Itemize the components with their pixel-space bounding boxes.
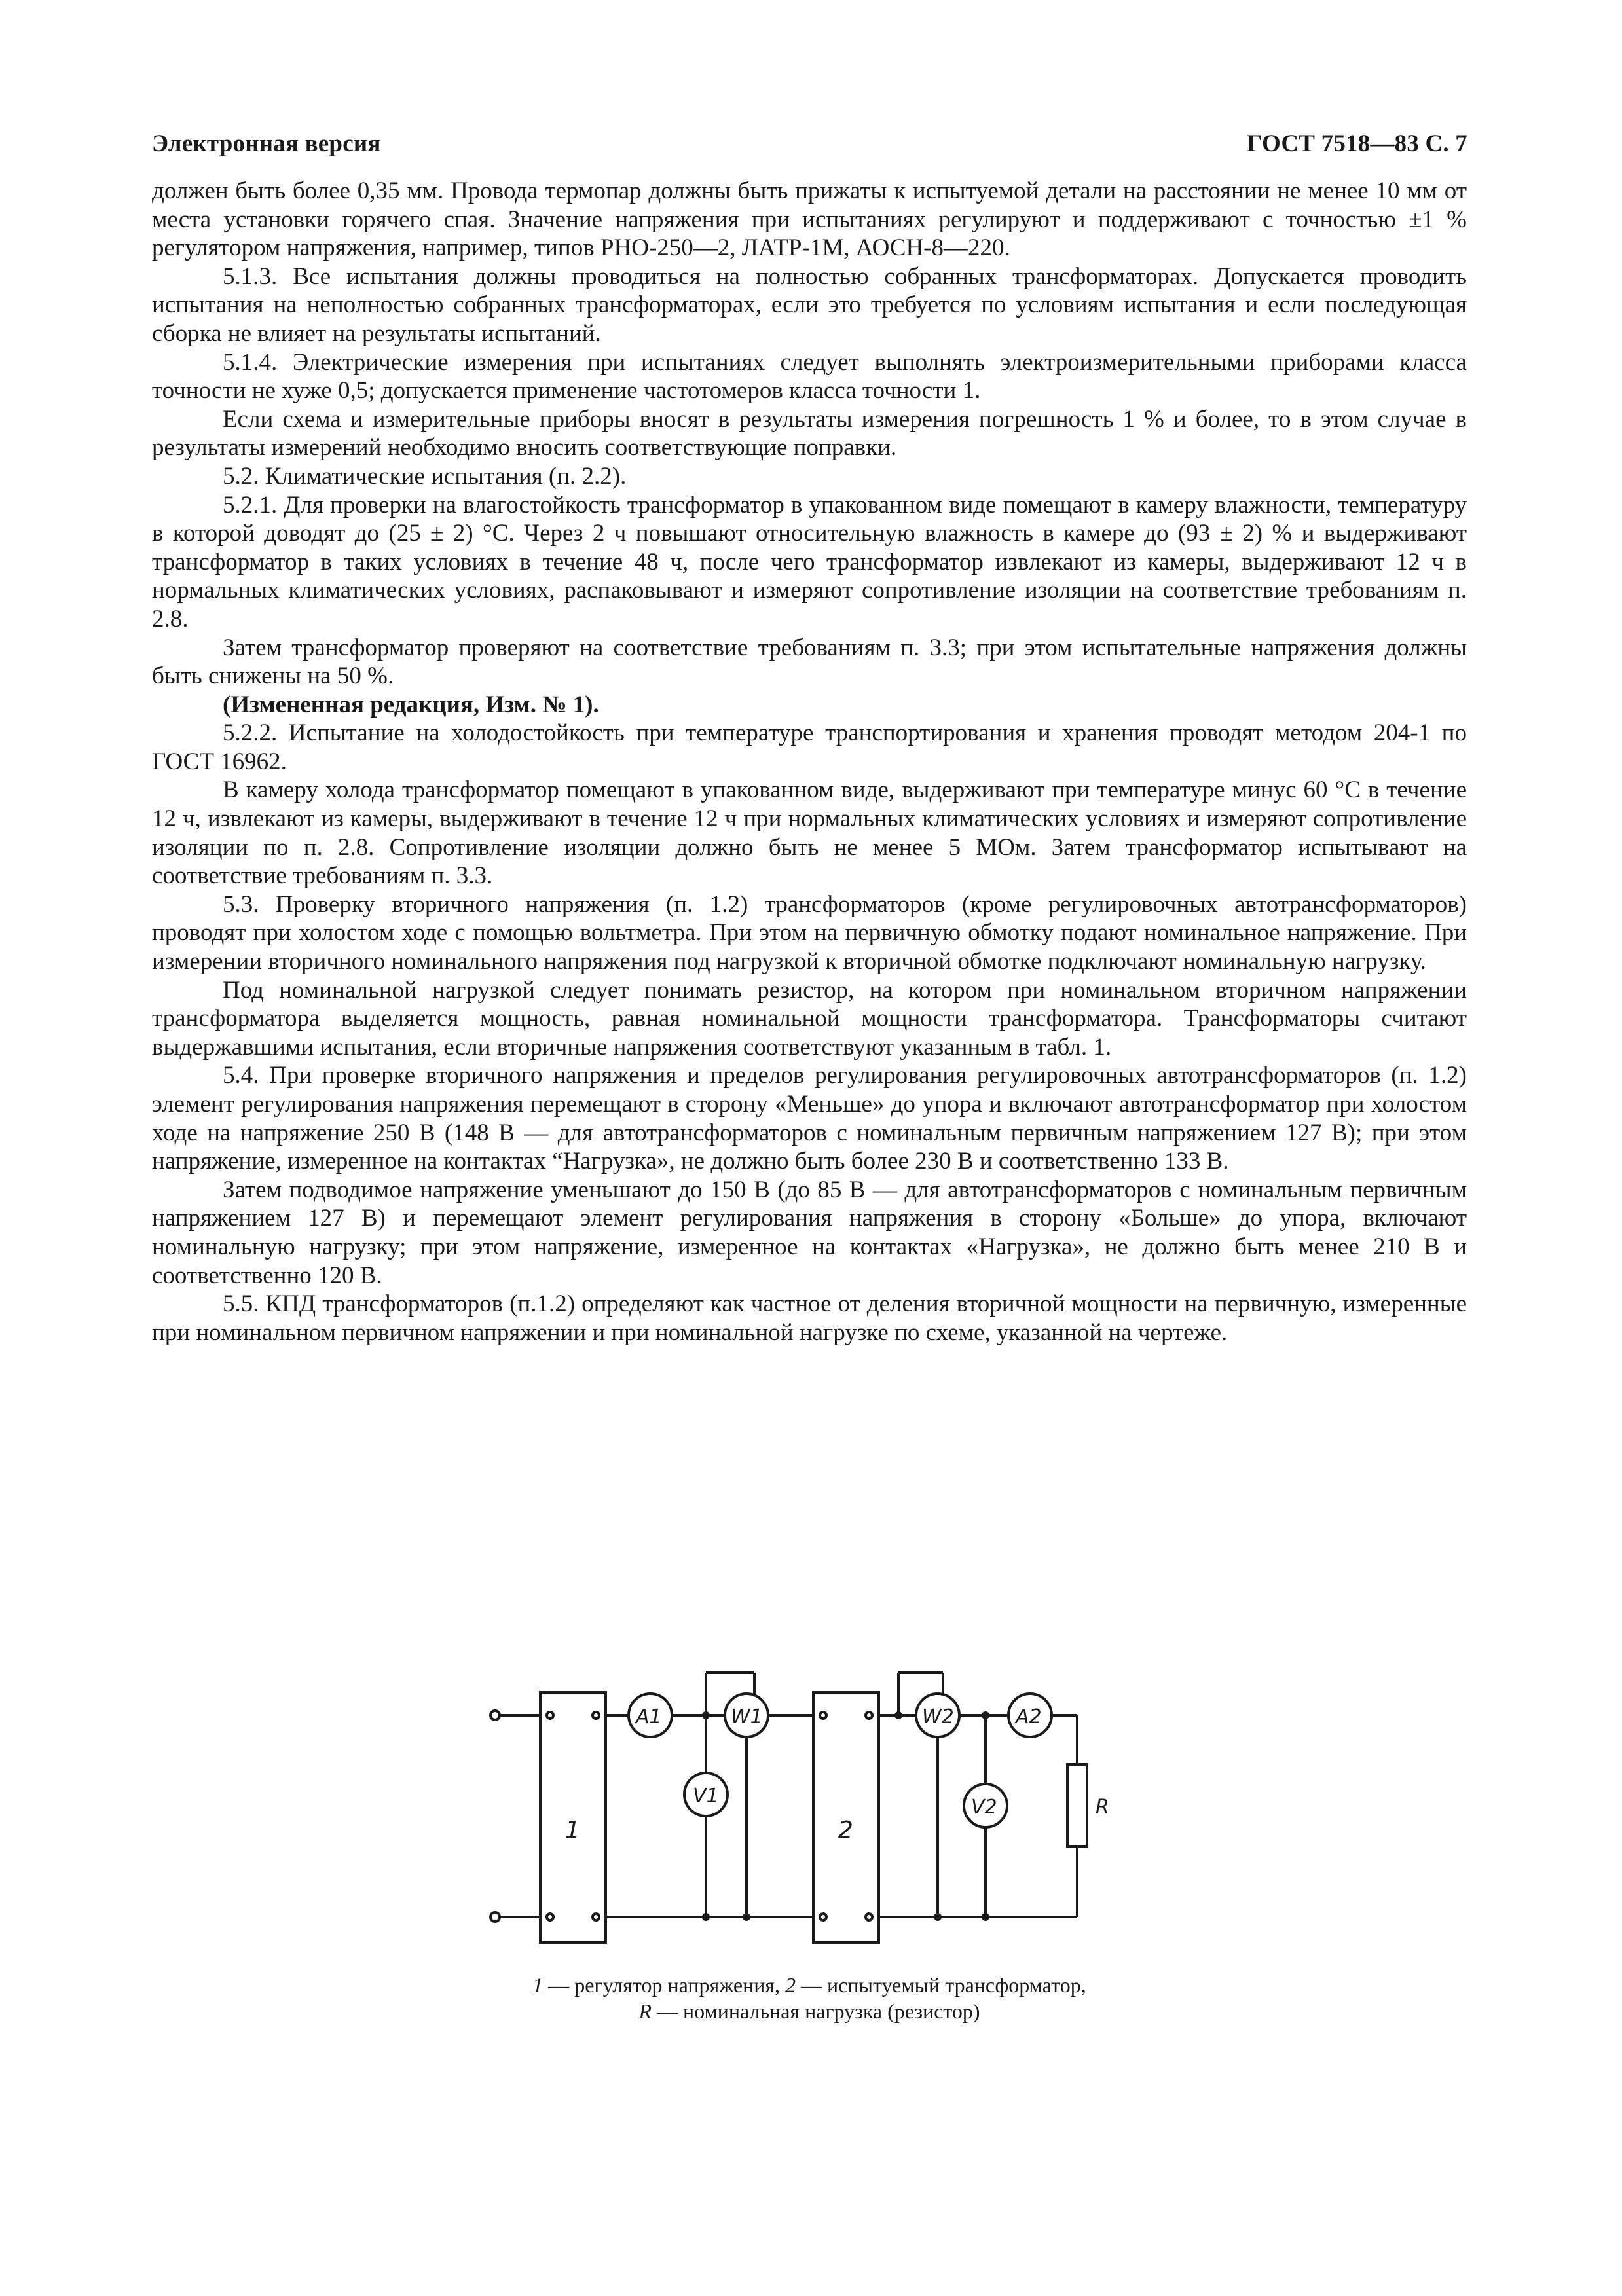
document-body: [152, 177, 1467, 1347]
paragraph: должен быть более 0,35 мм. Провода термопар должны быть прижаты к испытуемой детали на расстоянии не менее 10 мм от места установки горячего спая. Значение напряжения при испытаниях регулируют и поддерживают с точностью ±1 % регулятором напряжения, например, типов РНО-250—2, ЛАТР-1М, АОСН-8—220.: [152, 177, 1467, 262]
diagram-caption: [152, 1972, 1467, 2024]
block2-label: 2: [838, 1817, 853, 1844]
paragraph: 5.2.2. Испытание на холодостойкость при температуре транспортирования и хранения проводят методом 204-1 по ГОСТ 16962.: [152, 720, 1467, 775]
paragraph: 5.1.4. Электрические измерения при испытаниях следует выполнять электроизмерительными приборами класса точности не хуже 0,5; допускается применение частотомеров класса точности 1.: [152, 348, 1467, 405]
paragraph: 5.3. Проверку вторичного напряжения (п. 1.2) трансформаторов (кроме регулировочных автотрансформаторов) проводят при холостом ходе с помощью вольтметра. При этом на первичную обмотку подают номинальное напряжение. При измерении вторичного номинального напряжения под нагрузкой к вторичной обмотке подключают номинальную нагрузку.: [152, 890, 1467, 975]
amendment-note: (Измененная редакция, Изм. № 1).: [223, 691, 599, 718]
circuit-diagram: [471, 1666, 1166, 1967]
caption-line-2: R — номинальная нагрузка (резистор): [638, 1999, 980, 2023]
resistor-label: R: [1096, 1796, 1109, 1819]
paragraph: Под номинальной нагрузкой следует понимать резистор, на котором при номинальном вторичном напряжении трансформатора выделяется мощность, равная номинальной мощности трансформатора. Трансформаторы считают выдержавшими испытания, если вторичные напряжения соответствуют указанным в табл. 1.: [152, 976, 1467, 1061]
paragraph: 5.4. При проверке вторичного напряжения и пределов регулирования регулировочных автотрансформаторов (п. 1.2) элемент регулирования напряжения перемещают в сторону «Меньше» до упора и включают автотрансформатор при холостом ходе на напряжение 250 В (148 В — для автотрансформаторов с номинальным первичным напряжением 127 В); при этом напряжение, измеренное на контактах “Нагрузка», не должно быть более 230 В и соответственно 133 В.: [152, 1062, 1467, 1175]
input-terminal-bottom: [490, 1912, 500, 1922]
block1-label: 1: [565, 1817, 580, 1844]
paragraph: 5.1.3. Все испытания должны проводиться на полностью собранных трансформаторах. Допускается проводить испытания на неполностью собранных трансформаторах, если это требуется по условиям испытания и если последующая сборка не влияет на результаты испытаний.: [152, 263, 1467, 347]
section-heading: 5.2. Климатические испытания (п. 2.2).: [223, 462, 627, 490]
load-resistor: [1067, 1764, 1087, 1846]
header-version-label: Электронная версия: [152, 130, 381, 157]
voltmeter-v2-label: V2: [971, 1796, 997, 1819]
ammeter-a1-label: A1: [636, 1705, 662, 1728]
paragraph: 5.2.1. Для проверки на влагостойкость трансформатор в упакованном виде помещают в камеру влажности, температуру в которой доводят до (25 ± 2) °С. Через 2 ч повышают относительную влажность в камере до (93 ± 2) % и выдерживают трансформатор в таких условиях в течение 48 ч, после чего трансформатор извлекают из камеры, выдерживают 12 ч в нормальных климатических условиях, распаковывают и измеряют сопротивление изоляции на соответствие требованиям п. 2.8.: [152, 491, 1467, 632]
wattmeter-w1-label: W1: [731, 1705, 763, 1728]
voltmeter-v1-label: V1: [693, 1785, 719, 1808]
paragraph: Затем подводимое напряжение уменьшают до 150 В (до 85 В — для автотрансформаторов с номинальным первичным напряжением 127 В) и перемещают элемент регулирования напряжения в сторону «Больше» до упора, включают номинальную нагрузку; при этом напряжение, измеренное на контактах «Нагрузка», не должно быть менее 210 В и соответственно 120 В.: [152, 1176, 1467, 1289]
input-terminal-top: [490, 1711, 500, 1720]
paragraph: В камеру холода трансформатор помещают в упакованном виде, выдерживают при температуре минус 60 °С в течение 12 ч, извлекают из камеры, выдерживают в течение 12 ч при нормальных климатических условиях и измеряют сопротивление изоляции по п. 2.8. Сопротивление изоляции должно быть не менее 5 МОм. Затем трансформатор испытывают на соответствие требованиям п. 3.3.: [152, 776, 1467, 890]
ammeter-a2-label: A2: [1016, 1705, 1042, 1728]
paragraph: Если схема и измерительные приборы вносят в результаты измерения погрешность 1 % и более, то в этом случае в результаты измерений необходимо вносить соответствующие поправки.: [152, 405, 1467, 462]
paragraph: 5.5. КПД трансформаторов (п.1.2) определяют как частное от деления вторичной мощности на первичную, измеренные при номинальном первичном напряжении и при номинальной нагрузке по схеме, указанной на чертеже.: [152, 1290, 1467, 1346]
caption-line-1: 1 — регулятор напряжения, 2 — испытуемый трансформатор,: [532, 1973, 1086, 1997]
wattmeter-w2-label: W2: [922, 1705, 954, 1728]
header-standard-page: ГОСТ 7518—83 С. 7: [1247, 130, 1467, 157]
paragraph: Затем трансформатор проверяют на соответствие требованиям п. 3.3; при этом испытательные напряжения должны быть снижены на 50 %.: [152, 634, 1467, 690]
